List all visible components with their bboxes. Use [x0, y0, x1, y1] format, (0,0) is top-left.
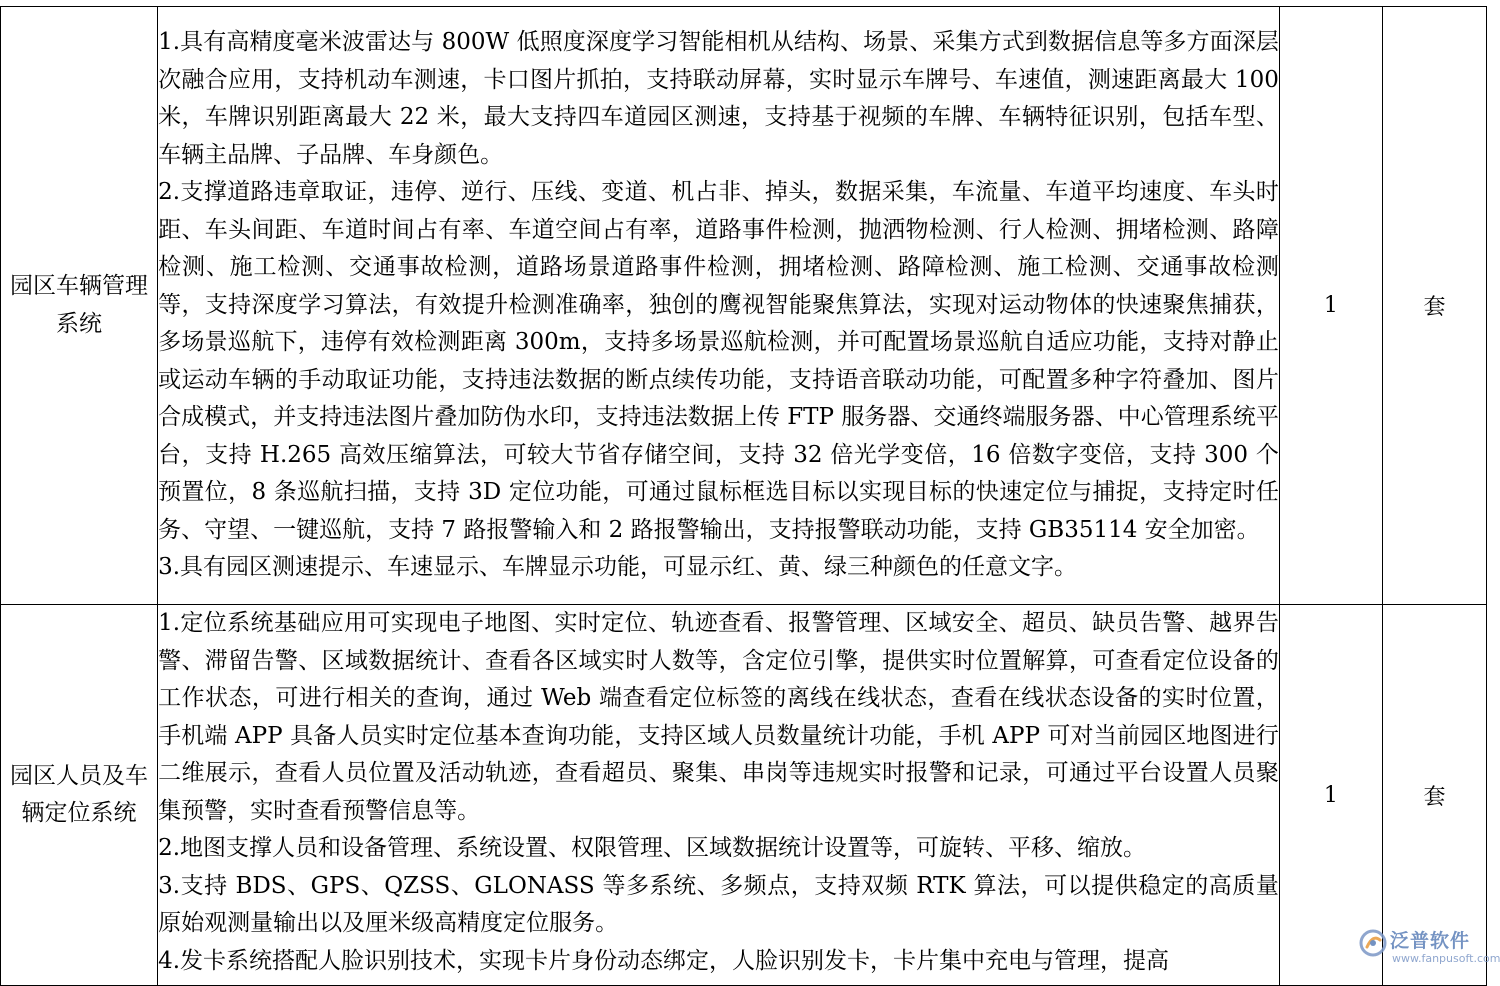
- description-paragraph: 4.发卡系统搭配人脸识别技术，实现卡片身份动态绑定，人脸识别发卡，卡片集中充电与管理，提高: [158, 947, 1170, 974]
- description-paragraph: 2.支撑道路违章取证，违停、逆行、压线、变道、机占非、掉头，数据采集，车流量、车道平均速度、车头时距、车头间距、车道时间占有率、车道空间占有率，道路事件检测，抛洒物检测、行人检测、拥堵检测、路障检测、施工检测、交通事故检测，道路场景道路事件检测，拥堵检测、路障检测、施工检测、交通事故检测等，支持深度学习算法，有效提升检测准确率，独创的鹰视智能聚焦算法，实现对运动物体的快速聚焦捕获，多场景巡航下，违停有效检测距离 300m，支持多场景巡航检测，并可配置场景巡航自适应功能，支持对静止或运动车辆的手动取证功能，支持违法数据的断点续传功能，支持语音联动功能，可配置多种字符叠加、图片合成模式，并支持违法图片叠加防伪水印，支持违法数据上传 FTP 服务器、交通终端服务器、中心管理系统平台，支持 H.265 高效压缩算法，可较大节省存储空间，支持 32 倍光学变倍，16 倍数字变倍，支持 300 个预置位，8 条巡航扫描，支持 3D 定位功能，可通过鼠标框选目标以实现目标的快速定位与捕捉，支持定时任务、守望、一键巡航，支持 7 路报警输入和 2 路报警输出，支持报警联动功能，支持 GB35114 安全加密。: [158, 179, 1279, 543]
- quantity-cell: 1: [1279, 605, 1382, 986]
- quantity-cell: 1: [1279, 7, 1382, 605]
- description-paragraph: 1.定位系统基础应用可实现电子地图、实时定位、轨迹查看、报警管理、区域安全、超员、缺员告警、越界告警、滞留告警、区域数据统计、查看各区域实时人数等，含定位引擎，提供实时位置解算，可查看定位设备的工作状态，可进行相关的查询，通过 Web 端查看定位标签的离线在线状态，查看在线状态设备的实时位置，手机端 APP 具备人员实时定位基本查询功能，支持区域人员数量统计功能，手机 APP 可对当前园区地图进行二维展示，查看人员位置及活动轨迹，查看超员、聚集、串岗等违规实时报警和记录，可通过平台设置人员聚集预警，实时查看预警信息等。: [158, 610, 1279, 824]
- description-paragraph: 3.具有园区测速提示、车速显示、车牌显示功能，可显示红、黄、绿三种颜色的任意文字。: [158, 554, 1078, 581]
- system-name-cell: [1, 605, 158, 986]
- system-name: 园区车辆管理系统: [10, 273, 149, 337]
- description-paragraph: 1.具有高精度毫米波雷达与 800W 低照度深度学习智能相机从结构、场景、采集方式到数据信息等多方面深层次融合应用，支持机动车测速，卡口图片抓拍，支持联动屏幕，实时显示车牌号、车速值，测速距离最大 100 米，车牌识别距离最大 22 米，最大支持四车道园区测速，支持基于视频的车牌、车辆特征识别，包括车型、车辆主品牌、子品牌、车身颜色。: [158, 29, 1279, 168]
- table-row: [1, 7, 1487, 605]
- description-paragraph: 2.地图支撑人员和设备管理、系统设置、权限管理、区域数据统计设置等，可旋转、平移、缩放。: [158, 835, 1147, 861]
- description-paragraph: 3.支持 BDS、GPS、QZSS、GLONASS 等多系统、多频点，支持双频 RTK 算法，可以提供稳定的高质量原始观测量输出以及厘米级高精度定位服务。: [158, 872, 1279, 936]
- watermark-url: www.fanpusoft.com: [1392, 952, 1500, 965]
- watermark: [1358, 926, 1500, 970]
- logo-icon: [1358, 928, 1388, 958]
- system-name: 园区人员及车辆定位系统: [10, 762, 149, 826]
- unit-cell: 套: [1382, 7, 1486, 605]
- spec-table: [0, 6, 1487, 986]
- unit-cell: 套: [1382, 605, 1486, 986]
- system-name-cell: [1, 7, 158, 605]
- table-row: [1, 605, 1487, 986]
- description-cell: [158, 7, 1280, 605]
- watermark-title: 泛普软件: [1390, 930, 1471, 952]
- description-cell: [158, 605, 1280, 986]
